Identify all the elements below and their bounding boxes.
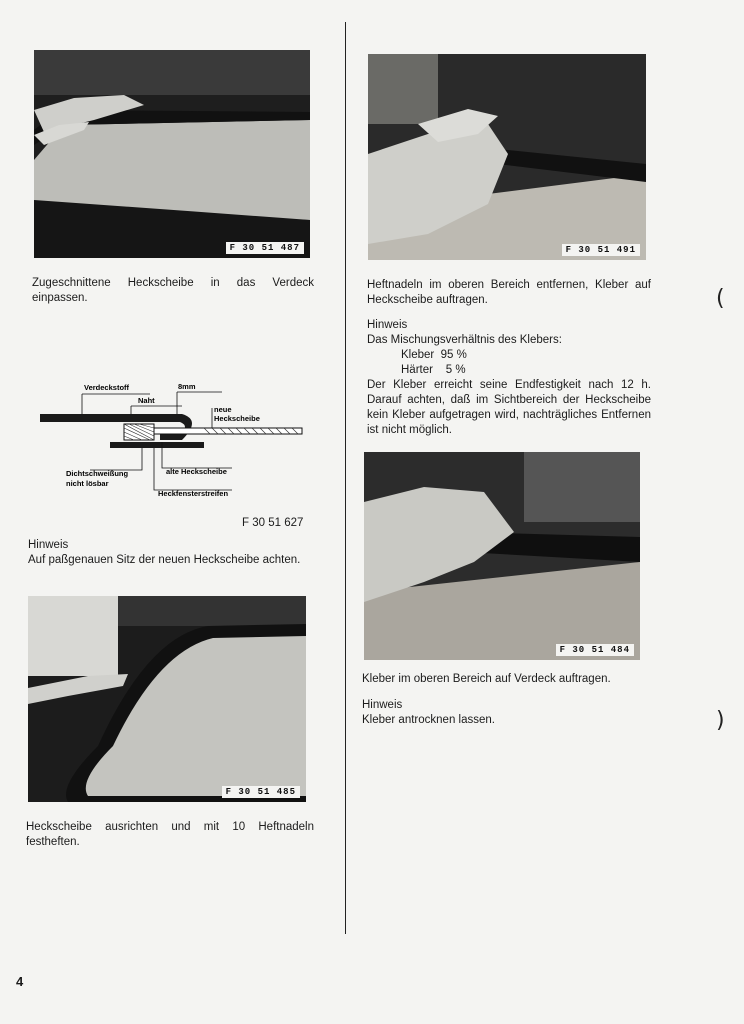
hinweis-mix-line: Das Mischungsverhältnis des Klebers: [367, 334, 562, 346]
hinweis-kleber: Kleber 95 % [401, 349, 467, 361]
diagram-code: F 30 51 627 [242, 517, 304, 529]
photo-fig-491 [368, 54, 646, 260]
hinweis-title: Hinweis [367, 319, 408, 331]
caption-fig-484: Kleber im oberen Bereich auf Verdeck auftragen. [362, 673, 611, 685]
page-number: 4 [16, 974, 24, 989]
margin-bracket-top: ( [716, 286, 725, 311]
fig-code: F 30 51 487 [226, 242, 304, 254]
margin-bracket-bottom: ) [716, 708, 725, 733]
photo-fig-491-image [368, 54, 646, 260]
photo-fig-485-image [28, 596, 306, 802]
fig-code: F 30 51 485 [222, 786, 300, 798]
hinweis-text: Auf paßgenauen Sitz der neuen Heckscheibe achten. [28, 554, 301, 566]
hinweis-title: Hinweis [362, 699, 403, 711]
photo-fig-485 [28, 596, 306, 802]
caption-fig-487: Zugeschnittene Heckscheibe in das Verdeck einpassen. [32, 277, 314, 304]
label-alte-heckscheibe: alte Heckscheibe [166, 467, 227, 476]
hinweis-haerter: Härter 5 % [401, 364, 466, 376]
sealing-cross-section [32, 362, 310, 500]
hinweis-text: Kleber antrocknen lassen. [362, 714, 495, 726]
label-width: 8mm [178, 382, 196, 391]
label-verdeckstoff: Verdeckstoff [84, 383, 130, 392]
label-heckscheibe: Heckscheibe [214, 414, 260, 423]
hinweis-left [28, 538, 314, 568]
sealing-diagram [32, 362, 310, 500]
label-naht: Naht [138, 396, 155, 405]
photo-fig-484-image [364, 452, 640, 660]
hinweis-title: Hinweis [28, 539, 69, 551]
hinweis-right-1 [367, 318, 651, 438]
label-neue: neue [214, 405, 232, 414]
column-divider [345, 22, 346, 934]
label-dichtschweissung: Dichtschweißung [66, 469, 129, 478]
photo-fig-487-image [34, 50, 310, 258]
hinweis-right-2 [362, 698, 646, 728]
label-heckfensterstreifen: Heckfensterstreifen [158, 489, 229, 498]
hinweis-text: Der Kleber erreicht seine Endfestigkeit nach 12 h. Darauf achten, daß im Sichtbereich der Heckscheibe kein Kleber aufgetragen wird, nachträgliches Entfernen ist nicht möglich. [367, 379, 651, 436]
label-nicht-loesbar: nicht lösbar [66, 479, 109, 488]
fig-code: F 30 51 491 [562, 244, 640, 256]
photo-fig-487 [34, 50, 310, 258]
fig-code: F 30 51 484 [556, 644, 634, 656]
caption-fig-491: Heftnadeln im oberen Bereich entfernen, Kleber auf Heckscheibe auftragen. [367, 279, 651, 306]
photo-fig-484 [364, 452, 640, 660]
caption-fig-485: Heckscheibe ausrichten und mit 10 Heftnadeln festheften. [26, 821, 314, 848]
